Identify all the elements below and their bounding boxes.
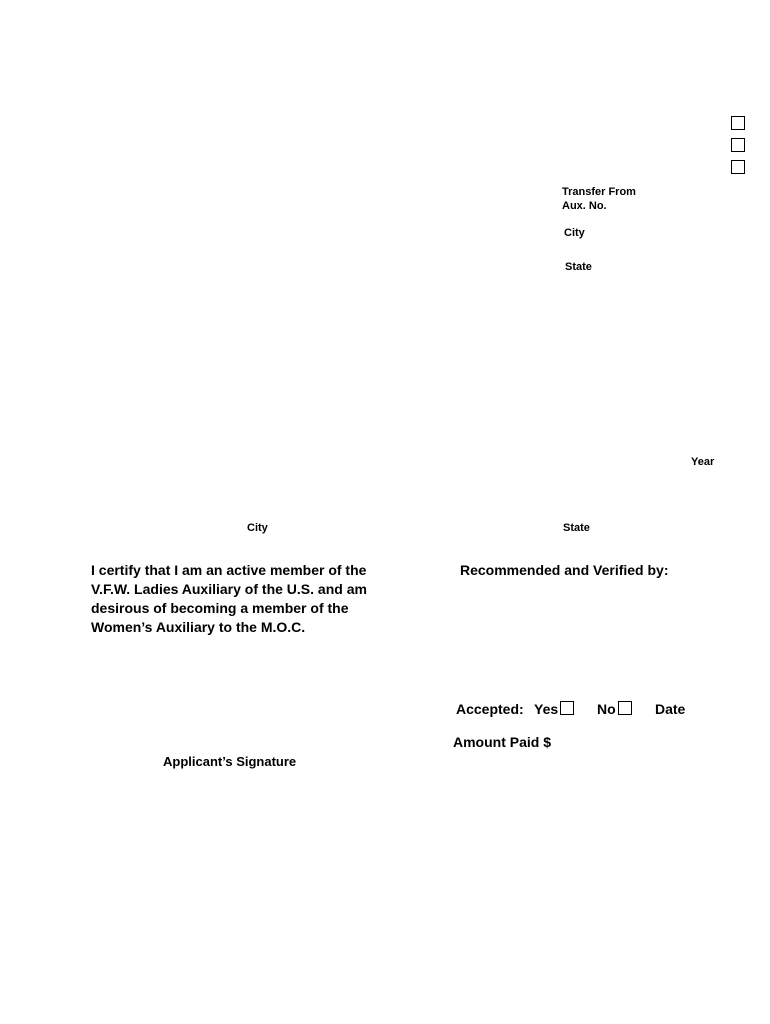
- membership-checkbox-2[interactable]: [731, 138, 745, 152]
- address-state-label: State: [563, 522, 590, 534]
- membership-checkbox-3[interactable]: [731, 160, 745, 174]
- accepted-yes-option: [534, 700, 574, 718]
- date-label: Date: [655, 701, 686, 717]
- transfer-from-label: Transfer From: [562, 186, 636, 198]
- amount-paid-label: Amount Paid $: [453, 734, 552, 750]
- certification-line-4: Women’s Auxiliary to the M.O.C.: [91, 619, 306, 635]
- address-city-label: City: [247, 522, 268, 534]
- no-label: No: [597, 701, 616, 717]
- transfer-state-label: State: [565, 261, 592, 273]
- applicant-signature-label: Applicant’s Signature: [163, 754, 297, 769]
- recommended-verified-label: Recommended and Verified by:: [460, 562, 669, 578]
- year-label: Year: [691, 456, 715, 468]
- transfer-aux-no-label: Aux. No.: [562, 200, 607, 212]
- membership-checkbox-1[interactable]: [731, 116, 745, 130]
- transfer-city-label: City: [564, 227, 585, 239]
- no-checkbox[interactable]: [618, 701, 632, 715]
- certification-statement: [91, 561, 421, 637]
- certification-line-1: I certify that I am an active member of the: [91, 562, 367, 578]
- accepted-no-option: [597, 700, 632, 718]
- certification-line-3: desirous of becoming a member of the: [91, 600, 349, 616]
- yes-checkbox[interactable]: [560, 701, 574, 715]
- yes-label: Yes: [534, 701, 559, 717]
- certification-line-2: V.F.W. Ladies Auxiliary of the U.S. and am: [91, 581, 367, 597]
- accepted-label: Accepted:: [456, 701, 524, 717]
